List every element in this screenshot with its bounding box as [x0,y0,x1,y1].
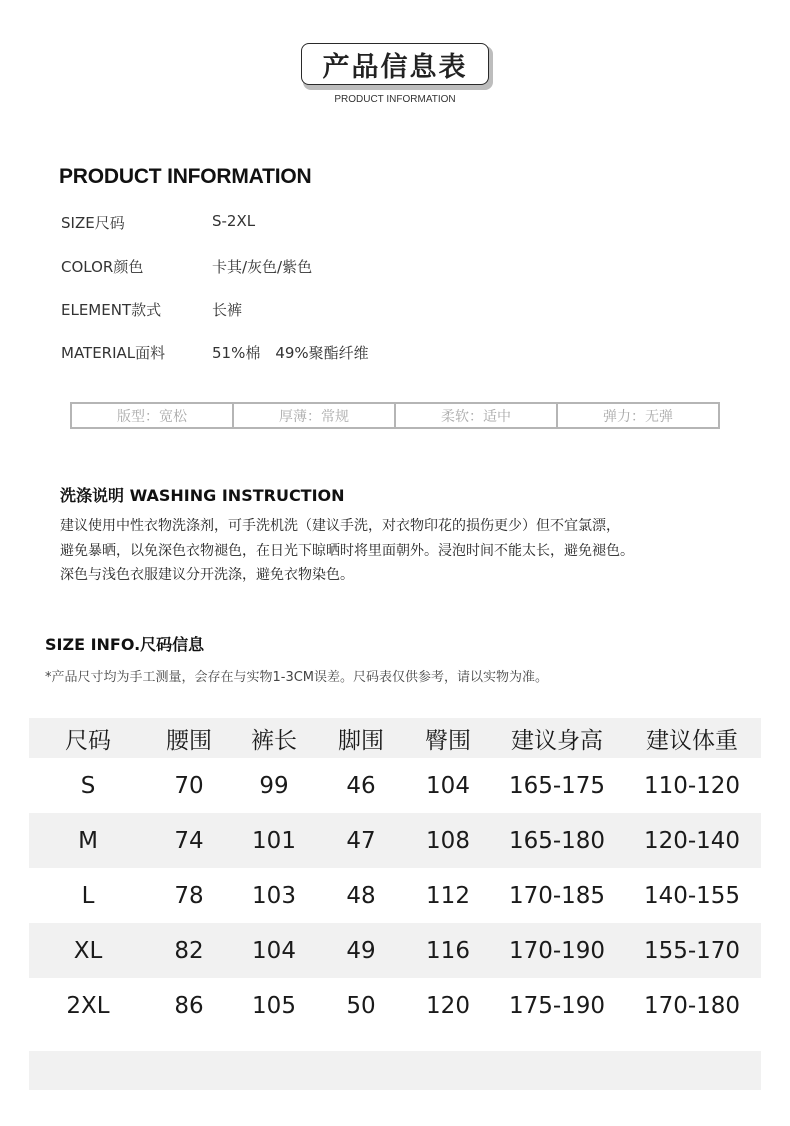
table-cell: 110-120 [643,772,741,799]
table-cell: 50 [346,992,376,1019]
table-cell: 120-140 [643,827,741,854]
element-value: 长裤 [212,301,243,319]
table-cell: XL [73,937,103,964]
size-info-note: *产品尺寸均为手工测量，会存在与实物1-3CM误差。尺码表仅供参考，请以实物为准。 [45,670,549,685]
table-cell: 170-180 [643,992,741,1019]
table-cell: 101 [252,827,296,854]
table-cell: 170-185 [508,882,606,909]
column-header: 臀围 [425,727,471,754]
size-value: S-2XL [212,212,256,230]
table-cell: 103 [252,882,296,909]
table-cell: 120 [426,992,470,1019]
color-label: COLOR颜色 [61,258,144,276]
table-header-row [29,718,761,758]
element-label: ELEMENT款式 [61,301,162,319]
table-row [29,923,761,978]
table-cell: 48 [346,882,376,909]
washing-line-3: 深色与浅色衣服建议分开洗涤，避免衣物染色。 [60,567,354,583]
table-empty-row [29,1051,761,1090]
table-cell: 112 [426,882,470,909]
fit-attribute: 版型：宽松 [72,404,234,427]
table-cell: 140-155 [643,882,741,909]
table-row [29,868,761,923]
size-info-heading: SIZE INFO.尺码信息 [45,635,205,654]
material-label: MATERIAL面料 [61,344,166,362]
table-cell: 175-190 [508,992,606,1019]
table-cell: 49 [346,937,376,964]
table-cell: 82 [174,937,204,964]
thickness-attribute: 厚薄：常规 [234,404,396,427]
page-subtitle: PRODUCT INFORMATION [334,94,456,105]
softness-attribute: 柔软：适中 [396,404,558,427]
table-cell: L [81,882,95,909]
table-cell: 86 [174,992,204,1019]
table-cell: 2XL [66,992,110,1019]
column-header: 脚围 [338,727,384,754]
table-cell: 78 [174,882,204,909]
table-row [29,758,761,813]
column-header: 裤长 [251,727,297,754]
table-cell: 47 [346,827,376,854]
attribute-bar [70,402,720,429]
color-value: 卡其/灰色/紫色 [212,258,313,276]
size-label: SIZE尺码 [61,214,125,232]
size-table [29,718,761,1090]
table-cell: 155-170 [643,937,741,964]
table-row [29,813,761,868]
washing-line-1: 建议使用中性衣物洗涤剂，可手洗机洗（建议手洗，对衣物印花的损伤更少）但不宜氯漂， [60,518,620,534]
table-cell: 116 [426,937,470,964]
column-header: 建议身高 [511,727,603,754]
material-value: 51%棉 49%聚酯纤维 [212,344,369,362]
table-cell: 170-190 [508,937,606,964]
table-cell: 46 [346,772,376,799]
table-cell: 74 [174,827,204,854]
table-cell: 70 [174,772,204,799]
page-title: 产品信息表 [301,43,489,85]
column-header: 建议体重 [646,727,738,754]
table-cell: S [80,772,96,799]
table-cell: 165-175 [508,772,606,799]
column-header: 尺码 [65,727,111,754]
table-cell: 104 [426,772,470,799]
table-cell: 108 [426,827,470,854]
elasticity-attribute: 弹力：无弹 [603,408,673,425]
washing-heading: 洗涤说明 WASHING INSTRUCTION [60,486,345,505]
table-cell: M [78,827,98,854]
table-row [29,978,761,1033]
table-cell: 104 [252,937,296,964]
washing-line-2: 避免暴晒，以免深色衣物褪色，在日光下晾晒时将里面朝外。浸泡时间不能太长，避免褪色。 [60,543,634,559]
table-cell: 165-180 [508,827,606,854]
table-cell: 99 [259,772,289,799]
column-header: 腰围 [166,727,212,754]
product-info-heading: PRODUCT INFORMATION [59,165,312,188]
table-cell: 105 [252,992,296,1019]
